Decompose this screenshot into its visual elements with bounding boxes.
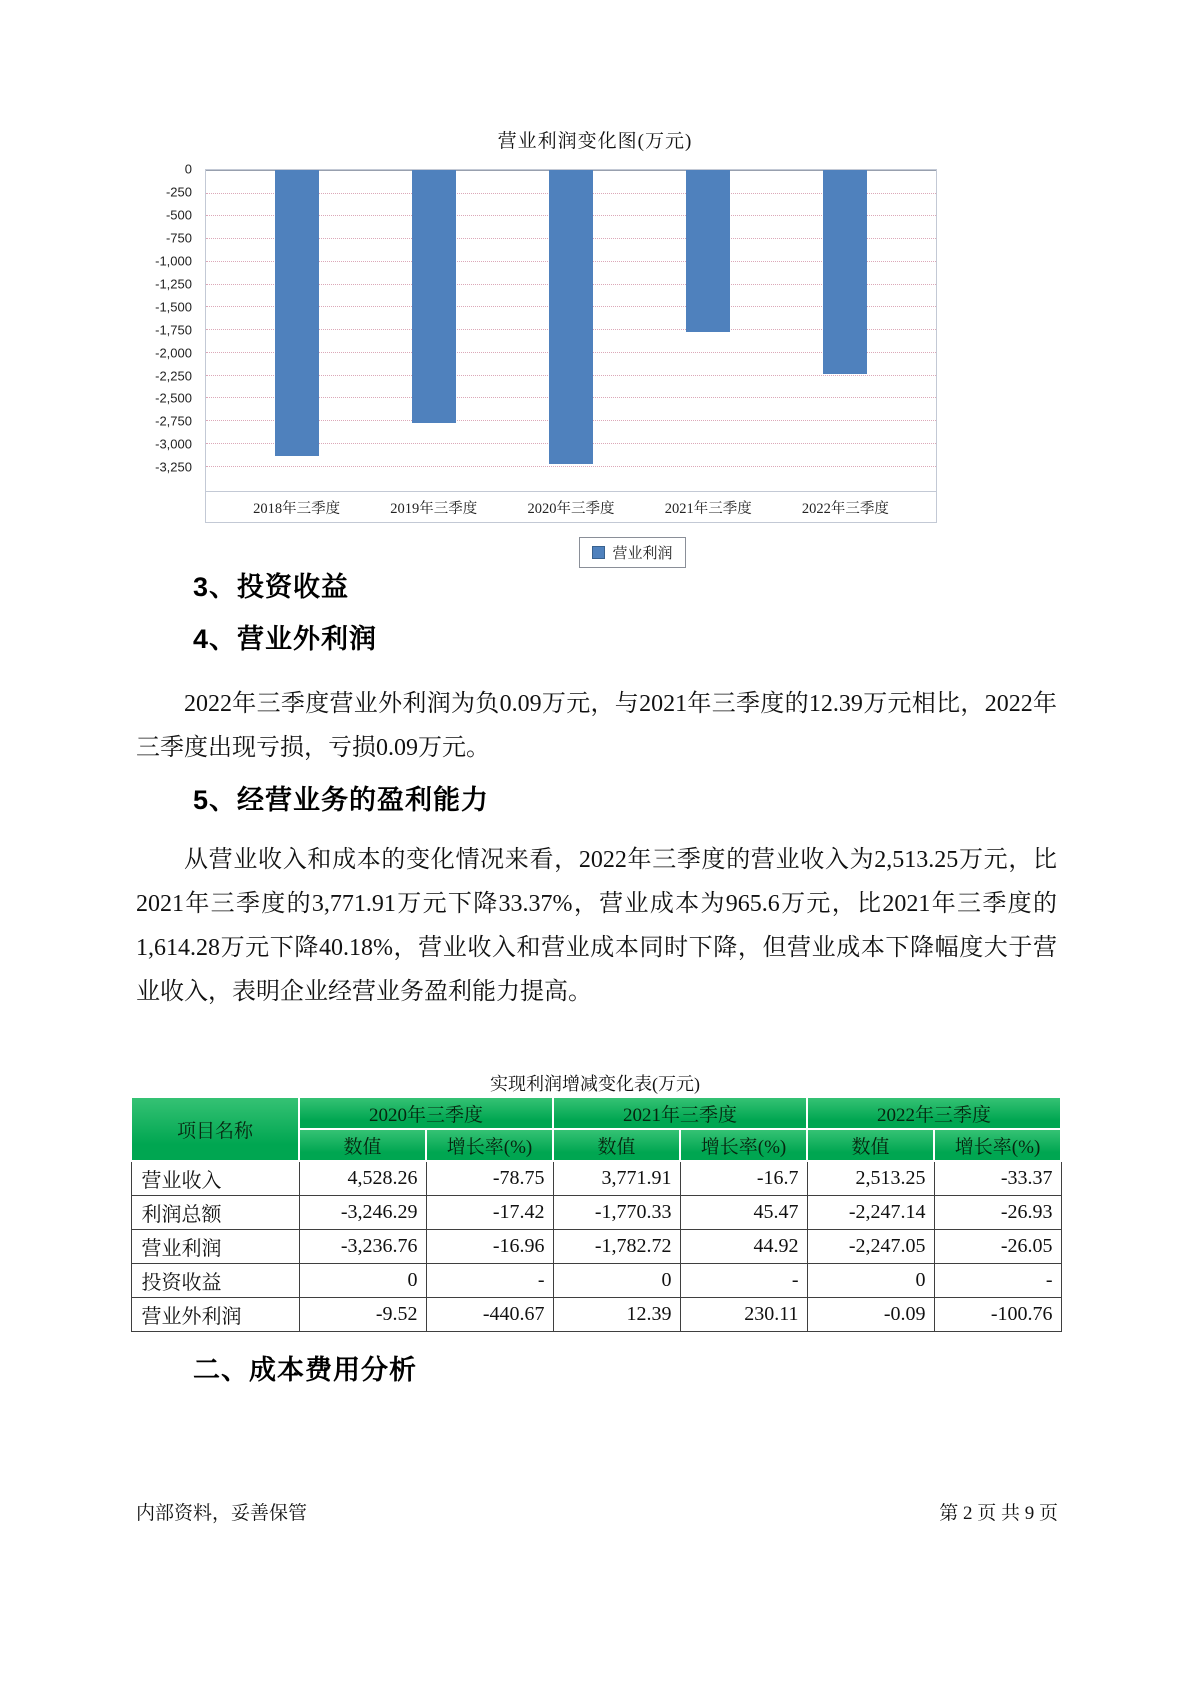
- value-cell: -: [680, 1264, 807, 1298]
- table-group-header: 2021年三季度: [553, 1097, 807, 1129]
- y-tick-label: -2,750: [155, 413, 192, 429]
- chart-legend: [205, 537, 1060, 568]
- y-tick-label: -2,250: [155, 368, 192, 383]
- table-subheader: 增长率(%): [426, 1129, 553, 1161]
- y-tick-label: -1,000: [155, 253, 192, 269]
- value-cell: -9.52: [299, 1298, 426, 1332]
- y-tick-label: -3,000: [155, 436, 192, 452]
- paragraph-non-operating-profit: 2022年三季度营业外利润为负0.09万元，与2021年三季度的12.39万元相比，2022年三季度出现亏损，亏损0.09万元。: [136, 691, 1057, 761]
- y-tick-label: -2,000: [155, 345, 192, 361]
- x-tick-label: 2020年三季度: [527, 500, 615, 517]
- chart-plot-frame: [205, 169, 937, 523]
- y-tick-label: -1,500: [155, 299, 192, 315]
- legend-label: 营业利润: [612, 546, 673, 562]
- chart-plot-area: [206, 170, 936, 492]
- table-header: [131, 1097, 1061, 1161]
- x-tick-label: 2018年三季度: [253, 500, 341, 517]
- profit-change-table: [130, 1096, 1062, 1332]
- table-row: [131, 1161, 1061, 1196]
- table-subheader: 数值: [553, 1129, 680, 1161]
- chart-canvas: [130, 161, 1060, 523]
- bar-slot: [502, 170, 639, 491]
- operating-profit-bar: [412, 170, 456, 423]
- value-cell: -100.76: [934, 1298, 1061, 1332]
- row-name-cell: 营业利润: [131, 1230, 299, 1264]
- value-cell: -17.42: [426, 1196, 553, 1230]
- table-subheader: 增长率(%): [934, 1129, 1061, 1161]
- chart-title: 营业利润变化图(万元): [497, 131, 693, 152]
- row-name-cell: 投资收益: [131, 1264, 299, 1298]
- heading-investment-income: 3、投资收益: [193, 572, 350, 602]
- y-tick-label: -3,250: [155, 459, 192, 475]
- value-cell: -26.05: [934, 1230, 1061, 1264]
- y-tick-label: -1,250: [155, 276, 192, 292]
- footer-confidential-note: 内部资料，妥善保管: [136, 1503, 308, 1524]
- chart-y-axis: [130, 161, 200, 493]
- heading-operating-profitability: 5、经营业务的盈利能力: [193, 785, 490, 815]
- bar-slot: [365, 170, 502, 491]
- value-cell: -: [426, 1264, 553, 1298]
- value-cell: 2,513.25: [807, 1161, 934, 1196]
- value-cell: 44.92: [680, 1230, 807, 1264]
- row-name-cell: 营业收入: [131, 1161, 299, 1196]
- y-tick-label: -1,750: [155, 322, 192, 338]
- value-cell: -33.37: [934, 1161, 1061, 1196]
- profit-table-title: 实现利润增减变化表(万元): [490, 1074, 700, 1094]
- operating-profit-bar: [686, 170, 730, 332]
- footer-page-number: 第 2 页 共 9 页: [939, 1503, 1058, 1524]
- chart-bars: [206, 170, 936, 491]
- table-row: [131, 1230, 1061, 1264]
- value-cell: 0: [807, 1264, 934, 1298]
- bar-slot: [640, 170, 777, 491]
- table-header-item-name: 项目名称: [131, 1097, 299, 1161]
- table-row: [131, 1196, 1061, 1230]
- table-subheader: 数值: [299, 1129, 426, 1161]
- paragraph-operating-profitability: 从营业收入和成本的变化情况来看，2022年三季度的营业收入为2,513.25万元，比2021年三季度的3,771.91万元下降33.37%，营业成本为965.6万元，比2021年三季度的1,614.28万元下降40.18%，营业收入和营业成本同时下降，但营业成本下降幅度大于营业收入，表明企业经营业务盈利能力提高。: [136, 847, 1057, 1005]
- value-cell: -16.96: [426, 1230, 553, 1264]
- value-cell: 45.47: [680, 1196, 807, 1230]
- heading-non-operating-profit: 4、营业外利润: [193, 624, 378, 654]
- value-cell: -0.09: [807, 1298, 934, 1332]
- table-group-header: 2020年三季度: [299, 1097, 553, 1129]
- row-name-cell: 利润总额: [131, 1196, 299, 1230]
- x-tick-label: 2022年三季度: [801, 500, 889, 517]
- bar-slot: [228, 170, 365, 491]
- operating-profit-bar: [549, 170, 593, 464]
- y-tick-label: -2,500: [155, 390, 192, 406]
- table-body: [131, 1161, 1061, 1332]
- y-tick-label: 0: [184, 161, 192, 177]
- value-cell: -: [934, 1264, 1061, 1298]
- value-cell: 0: [299, 1264, 426, 1298]
- table-subheader: 数值: [807, 1129, 934, 1161]
- table-row: [131, 1264, 1061, 1298]
- value-cell: -440.67: [426, 1298, 553, 1332]
- chart-x-axis: [206, 492, 936, 522]
- value-cell: -1,770.33: [553, 1196, 680, 1230]
- table-row: [131, 1298, 1061, 1332]
- table-group-header: 2022年三季度: [807, 1097, 1061, 1129]
- y-tick-label: -750: [165, 230, 192, 246]
- table-subheader: 增长率(%): [680, 1129, 807, 1161]
- x-tick-label: 2021年三季度: [664, 500, 752, 517]
- legend-box: [579, 537, 685, 568]
- value-cell: -2,247.14: [807, 1196, 934, 1230]
- legend-swatch-icon: [592, 546, 605, 559]
- x-tick-label: 2019年三季度: [390, 500, 478, 517]
- value-cell: -1,782.72: [553, 1230, 680, 1264]
- value-cell: 12.39: [553, 1298, 680, 1332]
- value-cell: -2,247.05: [807, 1230, 934, 1264]
- heading-cost-analysis: 二、成本费用分析: [193, 1355, 417, 1385]
- value-cell: 4,528.26: [299, 1161, 426, 1196]
- value-cell: -16.7: [680, 1161, 807, 1196]
- value-cell: 230.11: [680, 1298, 807, 1332]
- operating-profit-bar: [823, 170, 867, 374]
- value-cell: -78.75: [426, 1161, 553, 1196]
- row-name-cell: 营业外利润: [131, 1298, 299, 1332]
- bar-slot: [777, 170, 914, 491]
- value-cell: -26.93: [934, 1196, 1061, 1230]
- value-cell: 0: [553, 1264, 680, 1298]
- table-header-row-groups: [131, 1097, 1061, 1129]
- value-cell: -3,236.76: [299, 1230, 426, 1264]
- value-cell: 3,771.91: [553, 1161, 680, 1196]
- operating-profit-bar: [275, 170, 319, 456]
- y-tick-label: -250: [165, 184, 192, 200]
- value-cell: -3,246.29: [299, 1196, 426, 1230]
- y-tick-label: -500: [165, 207, 192, 223]
- operating-profit-chart: [130, 126, 1060, 568]
